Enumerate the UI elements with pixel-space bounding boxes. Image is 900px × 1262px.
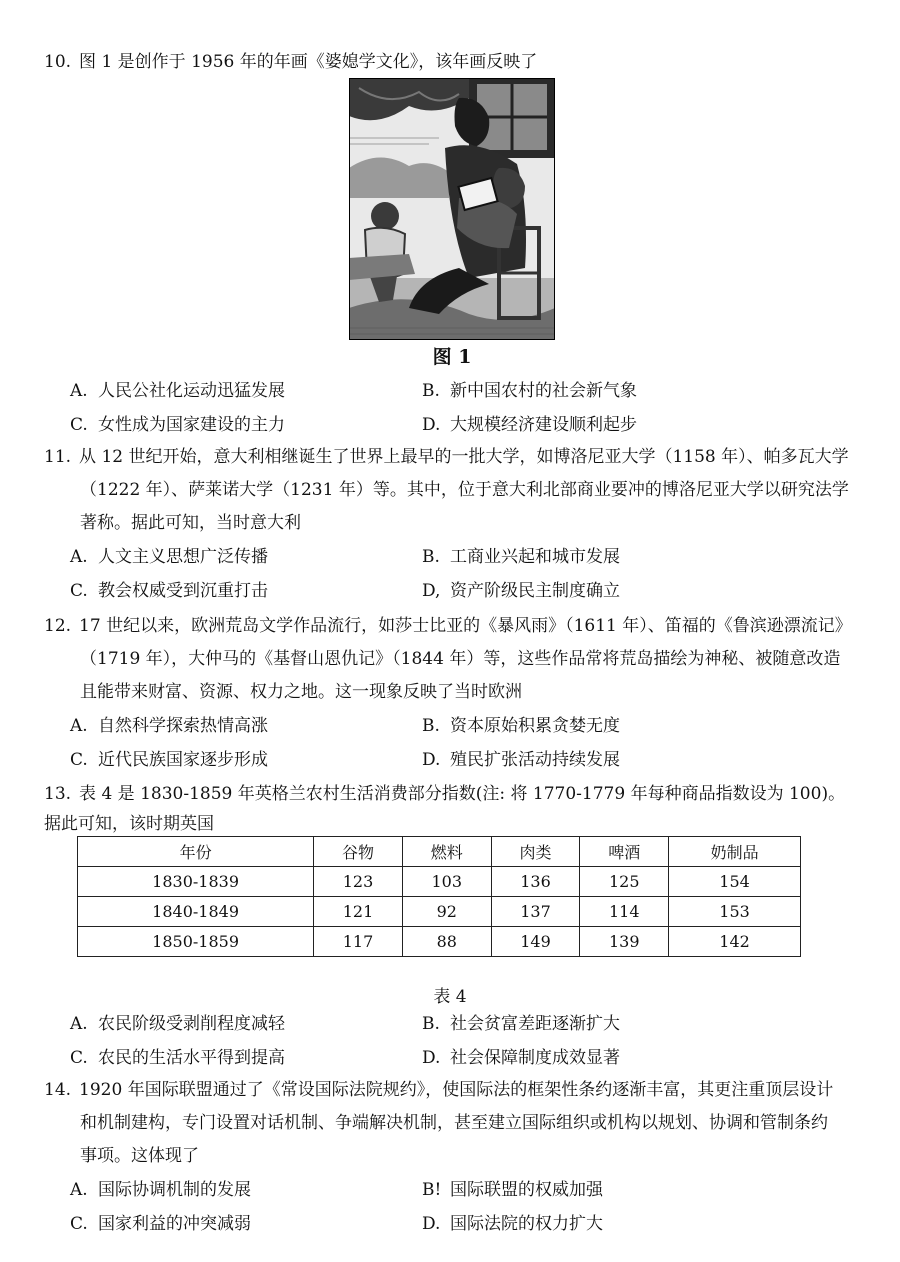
table-cell: 139 (580, 927, 669, 957)
option-a[interactable]: A. 农民阶级受剥削程度减轻 (70, 1014, 285, 1034)
question-text-line: （1719 年），大仲马的《基督山恩仇记》（1844 年）等，这些作品常将荒岛描绘为神秘、被随意改造 (80, 649, 841, 669)
table-header: 燃料 (402, 837, 491, 867)
question-11-stem (44, 441, 874, 540)
question-text-line: 事项。这体现了 (80, 1146, 199, 1166)
table-cell: 1850-1859 (78, 927, 314, 957)
table-cell: 103 (402, 867, 491, 897)
table-header: 奶制品 (669, 837, 801, 867)
question-text: 图 1 是创作于 1956 年的年画《婆媳学文化》，该年画反映了 (79, 52, 538, 72)
question-text-line: 表 4 是 1830-1859 年英格兰农村生活消费部分指数(注: 将 1770-1779 年每种商品指数设为 100)。 (79, 784, 846, 804)
option-a[interactable]: A. 自然科学探索热情高涨 (70, 716, 268, 736)
new-year-painting-figure (349, 78, 555, 340)
figure-caption: 图 1 (432, 346, 472, 368)
question-text-line: 1920 年国际联盟通过了《常设国际法院规约》，使国际法的框架性条约逐渐丰富，其更注重顶层设计 (79, 1080, 834, 1100)
table-cell: 1830-1839 (78, 867, 314, 897)
question-14-stem (44, 1074, 874, 1173)
option-c[interactable]: C. 国家利益的冲突减弱 (70, 1214, 251, 1234)
table-row (78, 897, 801, 927)
question-10-stem (44, 46, 874, 79)
option-d[interactable]: D. 殖民扩张活动持续发展 (422, 750, 620, 770)
question-text-line: 和机制建构，专门设置对话机制、争端解决机制，甚至建立国际组织或机构以规划、协调和管制条约 (80, 1113, 828, 1133)
table-header: 年份 (78, 837, 314, 867)
table-row (78, 927, 801, 957)
question-12 (44, 610, 874, 777)
option-d[interactable]: D. 社会保障制度成效显著 (422, 1048, 620, 1068)
question-text-line: 从 12 世纪开始，意大利相继诞生了世界上最早的一批大学，如博洛尼亚大学（1158 年）、帕多瓦大学 (79, 447, 849, 467)
question-11 (44, 441, 874, 608)
option-b[interactable]: B. 新中国农村的社会新气象 (422, 381, 637, 401)
table-cell: 88 (402, 927, 491, 957)
question-10 (44, 46, 874, 79)
question-text-line: 17 世纪以来，欧洲荒岛文学作品流行，如莎士比亚的《暴风雨》（1611 年）、笛福的《鲁滨逊漂流记》 (79, 616, 852, 636)
table-header: 啤酒 (580, 837, 669, 867)
question-number: 12. (44, 616, 72, 636)
table-row (78, 867, 801, 897)
question-text-line: 且能带来财富、资源、权力之地。这一现象反映了当时欧洲 (80, 682, 522, 702)
table-cell: 125 (580, 867, 669, 897)
table-cell: 153 (669, 897, 801, 927)
table-cell: 114 (580, 897, 669, 927)
option-a[interactable]: A. 国际协调机制的发展 (70, 1180, 251, 1200)
question-12-stem (44, 610, 874, 709)
table-cell: 121 (314, 897, 403, 927)
question-10-options (44, 374, 874, 442)
option-c[interactable]: C. 女性成为国家建设的主力 (70, 415, 285, 435)
option-a[interactable]: A. 人民公社化运动迅猛发展 (70, 381, 285, 401)
table-header: 谷物 (314, 837, 403, 867)
question-number: 11. (44, 447, 72, 467)
option-c[interactable]: C. 农民的生活水平得到提高 (70, 1048, 285, 1068)
option-a[interactable]: A. 人文主义思想广泛传播 (70, 547, 268, 567)
table-caption: 表 4 (433, 987, 467, 1007)
option-d[interactable]: D, 资产阶级民主制度确立 (422, 581, 620, 601)
table-cell: 123 (314, 867, 403, 897)
table-cell: 136 (491, 867, 580, 897)
table-cell: 1840-1849 (78, 897, 314, 927)
question-13-options (44, 1007, 874, 1075)
question-14 (44, 1074, 874, 1241)
question-number: 10. (44, 52, 72, 72)
table-cell: 92 (402, 897, 491, 927)
table-header: 肉类 (491, 837, 580, 867)
option-c[interactable]: C. 近代民族国家逐步形成 (70, 750, 268, 770)
question-number: 14. (44, 1080, 72, 1100)
question-text-line: 著称。据此可知，当时意大利 (80, 513, 301, 533)
question-text-line: （1222 年）、萨莱诺大学（1231 年）等。其中，位于意大利北部商业要冲的博洛尼亚大学以研究法学 (80, 480, 849, 500)
consumption-index-table (77, 836, 801, 957)
question-13 (44, 778, 874, 837)
table-cell: 142 (669, 927, 801, 957)
option-b[interactable]: B. 资本原始积累贪婪无度 (422, 716, 620, 736)
option-b[interactable]: B. 社会贫富差距逐渐扩大 (422, 1014, 620, 1034)
table-cell: 149 (491, 927, 580, 957)
option-b[interactable]: B. 工商业兴起和城市发展 (422, 547, 620, 567)
option-d[interactable]: D. 国际法院的权力扩大 (422, 1214, 603, 1234)
question-13-stem (44, 778, 874, 811)
table-cell: 137 (491, 897, 580, 927)
table-cell: 154 (669, 867, 801, 897)
option-c[interactable]: C. 教会权威受到沉重打击 (70, 581, 268, 601)
table-header-row (78, 837, 801, 867)
painting-illustration (349, 78, 555, 340)
option-d[interactable]: D. 大规模经济建设顺利起步 (422, 415, 637, 435)
question-number: 13. (44, 784, 72, 804)
question-text-line: 据此可知，该时期英国 (44, 814, 214, 834)
table-cell: 117 (314, 927, 403, 957)
option-b[interactable]: B! 国际联盟的权威加强 (422, 1180, 603, 1200)
